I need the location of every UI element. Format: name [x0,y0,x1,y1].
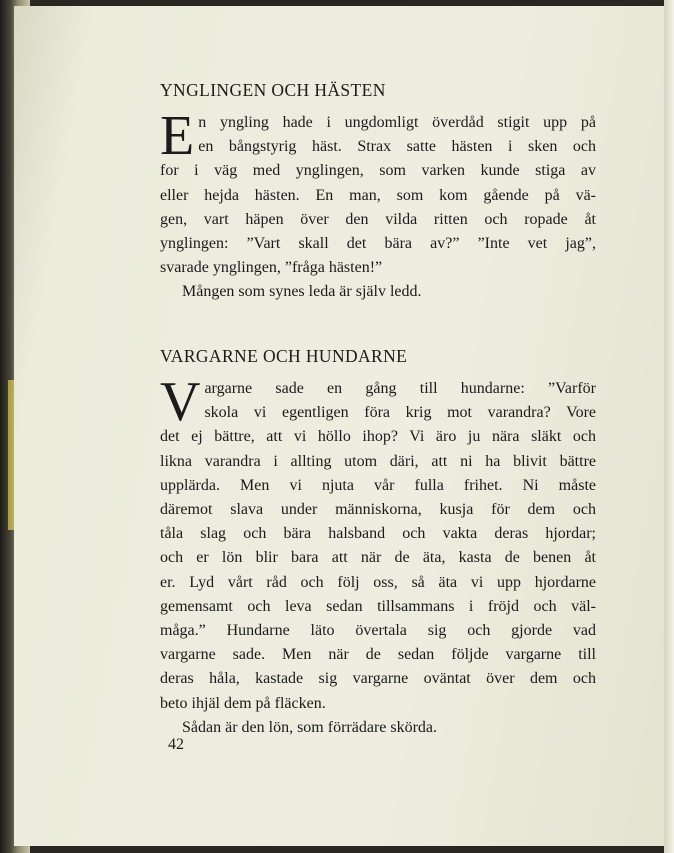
story-vargarne [160,346,596,740]
text-line: ynglingen: ”Vart skall det bära av?” ”Inte vet jag”, [160,235,596,253]
story-title: VARGARNE OCH HUNDARNE [160,346,408,366]
text-line: for i väg med ynglingen, som varken kunde stiga av [160,162,596,180]
text-line: er. Lyd vårt råd och följ oss, så äta vi upp hjordarne [160,573,596,591]
book-page [14,6,666,846]
story-moral: Sådan är den lön, som förrädare skörda. [182,718,438,736]
text-line: beto ihjäl dem på fläcken. [160,694,326,712]
text-line: svarade ynglingen, ”fråga hästen!” [160,259,383,277]
text-line: gemensamt och leva sedan tillsammans i fröjd och väl- [160,597,596,615]
text-line: likna varandra i allting utom däri, att ni ha blivit bättre [160,452,596,470]
text-line: en bångstyrig häst. Strax satte hästen i sken och [198,138,596,156]
text-line: tåla slag och bära halsband och vakta deras hjordar; [160,525,596,543]
text-line: upplärda. Men vi njuta vår fulla frihet. Ni måste [160,476,596,494]
story-title: YNGLINGEN OCH HÄSTEN [160,80,386,100]
text-line: deras håla, kastade sig vargarne oväntat över dem och [160,670,596,688]
text-line: måga.” Hundarne läto övertala sig och gjorde vad [160,622,596,640]
story-text [160,105,596,280]
text-line: det ej bättre, att vi höllo ihop? Vi äro ju nära släkt och [160,428,596,446]
text-line: däremot slava under människorna, kusja för dem och [160,501,596,519]
drop-cap: E [160,105,195,167]
drop-cap: V [160,371,201,433]
page-right-edge [664,0,674,853]
text-line: eller hejda hästen. En man, som kom gående på vä- [160,186,596,204]
story-moral: Mången som synes leda är själv ledd. [182,283,422,301]
text-line: argarne sade en gång till hundarne: ”Varför [204,380,596,397]
text-line: gen, vart häpen över den vilda ritten och ropade åt [160,210,596,228]
text-line: skola vi egentligen föra krig mot varandra? Vore [204,404,596,422]
page-number: 42 [168,736,184,753]
story-ynglingen [160,80,596,305]
text-line: n yngling hade i ungdomligt överdåd stigit upp på [198,114,596,131]
story-text [160,371,596,716]
text-line: vargarne sade. Men när de sedan följde vargarne till [160,646,596,664]
text-line: och er lön blir bara att när de äta, kasta de benen åt [160,549,596,567]
